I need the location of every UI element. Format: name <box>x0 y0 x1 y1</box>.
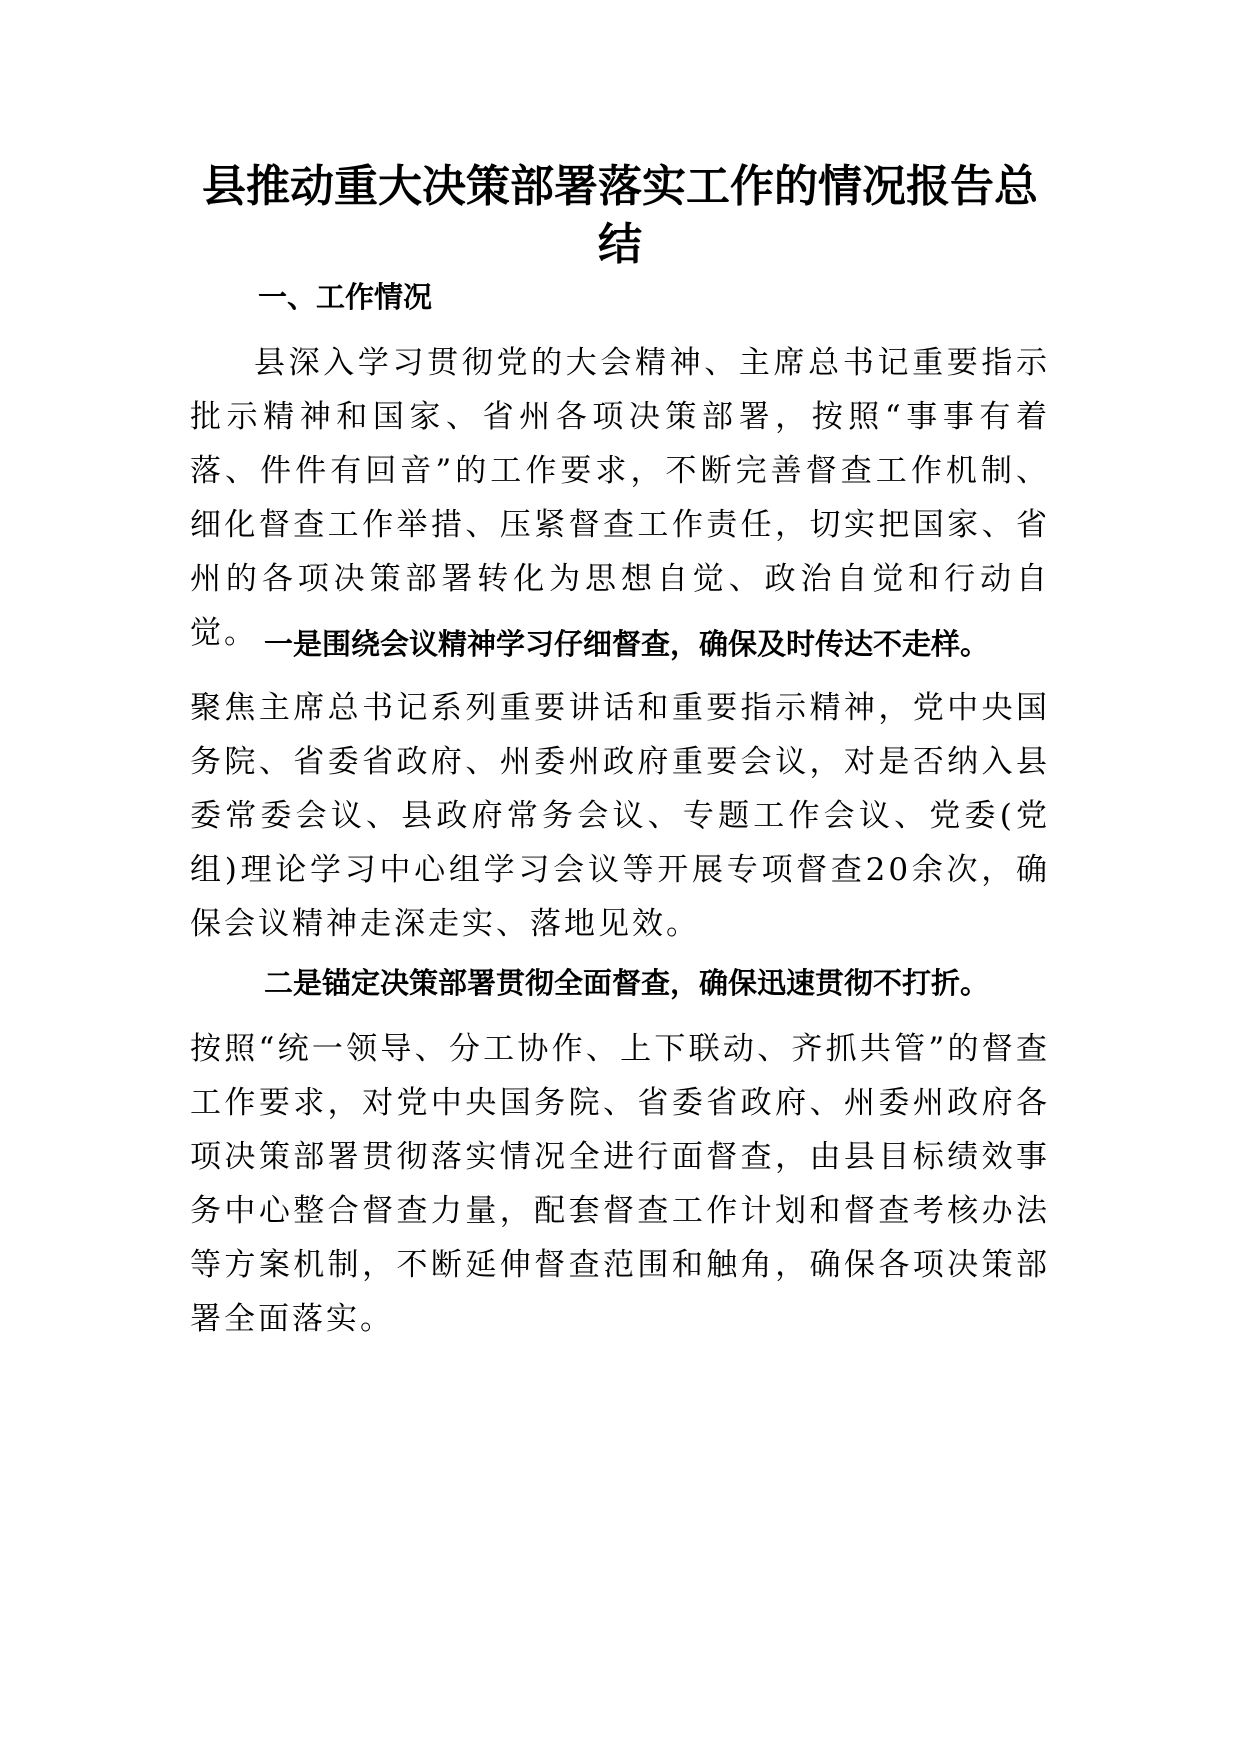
section-heading: 一、工作情况 <box>258 280 433 314</box>
point-two-paragraph: 按照“统一领导、分工协作、上下联动、齐抓共管”的督查工作要求，对党中央国务院、省委省政府、州委州政府各项决策部署贯彻落实情况全进行面督查，由县目标绩效事务中心整合督查力量，配套督查工作计划和督查考核办法等方案机制，不断延伸督查范围和触角，确保各项决策部署全面落实。 <box>190 1031 1050 1337</box>
point-one-heading: 一是围绕会议精神学习仔细督查，确保及时传达不走样。 <box>264 627 990 661</box>
point-one-paragraph: 聚焦主席总书记系列重要讲话和重要指示精神，党中央国务院、省委省政府、州委州政府重要会议，对是否纳入县委常委会议、县政府常务会议、专题工作会议、党委(党组)理论学习中心组学习会议等开展专项督查20余次，确保会议精神走深走实、落地见效。 <box>190 690 1050 942</box>
intro-paragraph: 县深入学习贯彻党的大会精神、主席总书记重要指示批示精神和国家、省州各项决策部署，按照“事事有着落、件件有回音”的工作要求，不断完善督查工作机制、细化督查工作举措、压紧督查工作责任，切实把国家、省州的各项决策部署转化为思想自觉、政治自觉和行动自觉。 <box>190 345 1050 651</box>
document-title: 县推动重大决策部署落实工作的情况报告总结 <box>202 161 1038 270</box>
point-two-heading: 二是锚定决策部署贯彻全面督查，确保迅速贯彻不打折。 <box>264 966 990 1000</box>
